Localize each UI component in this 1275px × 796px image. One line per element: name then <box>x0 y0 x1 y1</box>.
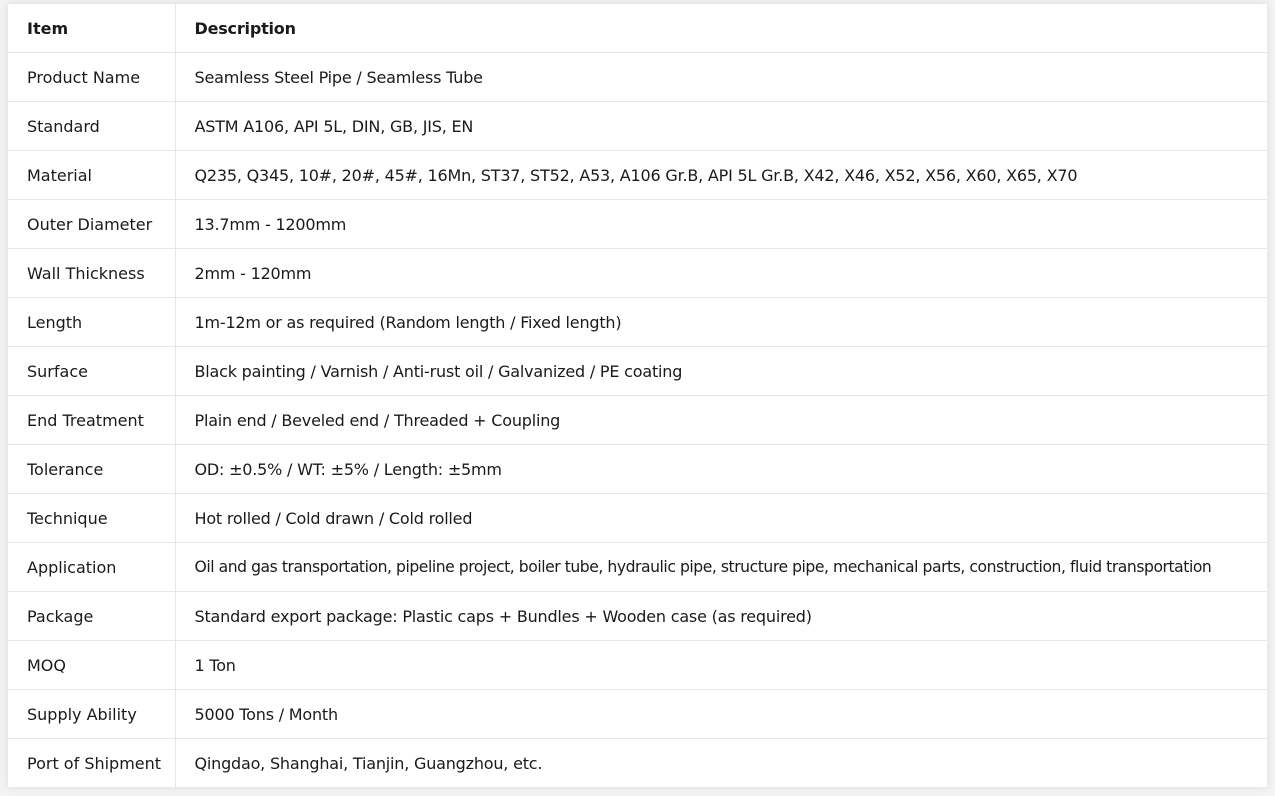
table-row <box>8 347 1267 396</box>
row-description-cell: 1 Ton <box>175 641 1267 690</box>
row-item-cell: Application <box>8 543 175 592</box>
row-item-cell: Product Name <box>8 53 175 102</box>
row-item-cell: Material <box>8 151 175 200</box>
table-row <box>8 249 1267 298</box>
table-row <box>8 200 1267 249</box>
row-description-cell: 1m-12m or as required (Random length / Fixed length) <box>175 298 1267 347</box>
table-row <box>8 445 1267 494</box>
row-item-cell: Package <box>8 592 175 641</box>
table-row <box>8 592 1267 641</box>
row-item-cell: Outer Diameter <box>8 200 175 249</box>
table-header-row <box>8 4 1267 53</box>
row-description-cell: OD: ±0.5% / WT: ±5% / Length: ±5mm <box>175 445 1267 494</box>
row-description-cell: ASTM A106, API 5L, DIN, GB, JIS, EN <box>175 102 1267 151</box>
row-description-cell: Hot rolled / Cold drawn / Cold rolled <box>175 494 1267 543</box>
row-description-cell: Black painting / Varnish / Anti-rust oil / Galvanized / PE coating <box>175 347 1267 396</box>
row-item-cell: Port of Shipment <box>8 739 175 788</box>
row-item-cell: Supply Ability <box>8 690 175 739</box>
row-description-cell: Seamless Steel Pipe / Seamless Tube <box>175 53 1267 102</box>
row-description-cell: Standard export package: Plastic caps + Bundles + Wooden case (as required) <box>175 592 1267 641</box>
table-row <box>8 641 1267 690</box>
table-row <box>8 690 1267 739</box>
table-row <box>8 298 1267 347</box>
column-header-description: Description <box>175 4 1267 53</box>
row-description-cell: Oil and gas transportation, pipeline project, boiler tube, hydraulic pipe, structure pipe, mechanical parts, construction, fluid transportation <box>175 543 1267 592</box>
row-item-cell: Length <box>8 298 175 347</box>
row-item-cell: Tolerance <box>8 445 175 494</box>
spec-table <box>8 4 1267 787</box>
row-item-cell: Standard <box>8 102 175 151</box>
row-item-cell: End Treatment <box>8 396 175 445</box>
table-row <box>8 739 1267 788</box>
table-row <box>8 53 1267 102</box>
row-item-cell: Wall Thickness <box>8 249 175 298</box>
row-description-cell: 2mm - 120mm <box>175 249 1267 298</box>
table-row <box>8 396 1267 445</box>
spec-table-container <box>8 4 1267 787</box>
row-item-cell: Technique <box>8 494 175 543</box>
table-row <box>8 102 1267 151</box>
row-item-cell: MOQ <box>8 641 175 690</box>
table-row <box>8 151 1267 200</box>
row-description-cell: Plain end / Beveled end / Threaded + Coupling <box>175 396 1267 445</box>
table-row <box>8 543 1267 592</box>
row-description-cell: 5000 Tons / Month <box>175 690 1267 739</box>
table-row <box>8 494 1267 543</box>
row-description-cell: 13.7mm - 1200mm <box>175 200 1267 249</box>
row-description-cell: Q235, Q345, 10#, 20#, 45#, 16Mn, ST37, ST52, A53, A106 Gr.B, API 5L Gr.B, X42, X46, X52, X56, X60, X65, X70 <box>175 151 1267 200</box>
row-item-cell: Surface <box>8 347 175 396</box>
column-header-item: Item <box>8 4 175 53</box>
row-description-cell: Qingdao, Shanghai, Tianjin, Guangzhou, etc. <box>194 753 543 773</box>
